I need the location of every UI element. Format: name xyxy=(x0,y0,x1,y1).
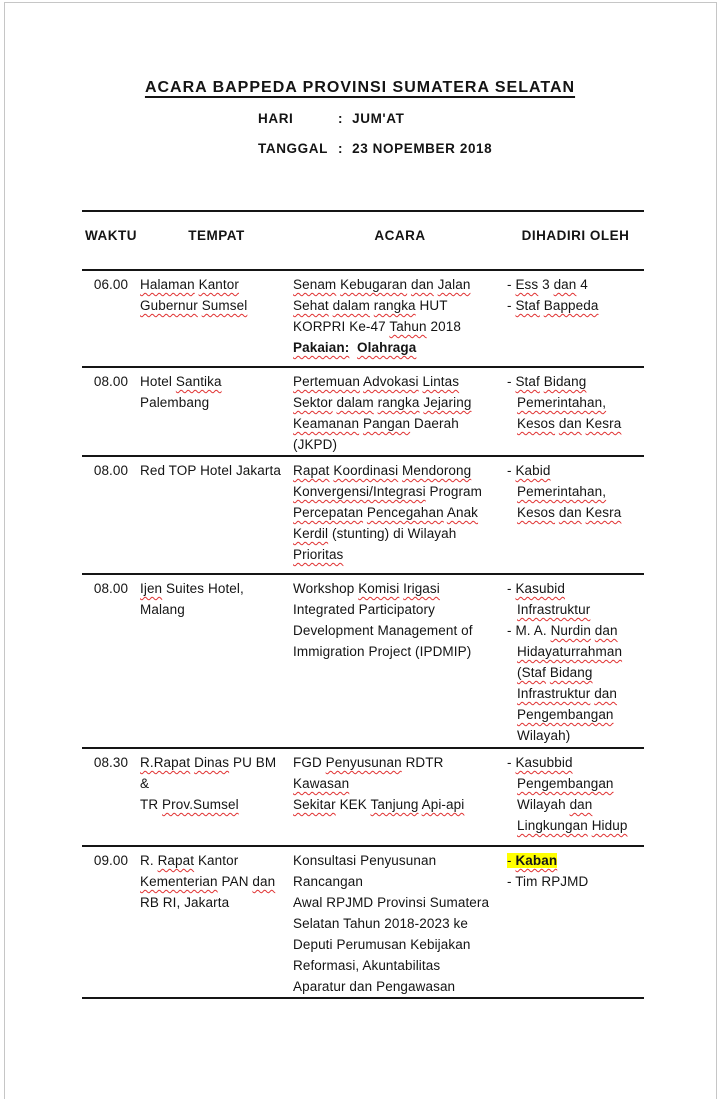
text-segment xyxy=(140,298,247,313)
cell-line xyxy=(140,392,285,413)
text-segment: R. xyxy=(140,853,158,868)
text-segment xyxy=(293,374,459,389)
cell-tempat xyxy=(140,460,293,573)
text-segment xyxy=(515,755,572,770)
table-row xyxy=(82,749,644,847)
misspelled-word: Senam xyxy=(293,277,337,292)
text-segment: Awal RPJMD Provinsi Sumatera xyxy=(293,895,490,910)
cell-acara xyxy=(293,371,507,455)
text-segment: Aparatur dan Pengawasan xyxy=(293,979,456,994)
text-segment: Daerah (JKPD) xyxy=(293,416,463,452)
misspelled-word: Kerdil xyxy=(293,526,329,541)
text-segment xyxy=(293,340,349,355)
text-segment xyxy=(252,874,275,889)
misspelled-word: Prov.Sumsel xyxy=(162,797,239,812)
cell-line xyxy=(507,662,642,683)
misspelled-word: Pangan xyxy=(362,416,411,431)
cell-dihadiri xyxy=(507,578,644,747)
misspelled-word: Jejaring xyxy=(423,395,472,410)
cell-line xyxy=(293,913,501,934)
cell-waktu: 06.00 xyxy=(93,277,129,292)
text-segment: - xyxy=(507,755,516,770)
text-segment: 3 xyxy=(538,277,554,292)
misspelled-word: Prioritas xyxy=(293,547,344,562)
misspelled-word: Infrastruktur xyxy=(517,686,591,701)
cell-line xyxy=(293,752,501,794)
cell-line xyxy=(293,850,501,892)
cell-tempat xyxy=(140,274,293,366)
misspelled-word: Tahun xyxy=(389,319,427,334)
misspelled-word: Koordinasi xyxy=(333,463,399,478)
misspelled-word: Jalan xyxy=(437,277,471,292)
text-segment xyxy=(358,581,440,596)
text-segment xyxy=(554,277,577,292)
text-segment: - xyxy=(507,298,516,313)
meta-label: TANGGAL xyxy=(258,141,328,156)
misspelled-word: R.Rapat xyxy=(140,755,191,770)
misspelled-word: Mendorong xyxy=(402,463,472,478)
misspelled-word: Tanjung xyxy=(370,797,419,812)
misspelled-word: Irigasi xyxy=(403,581,440,596)
misspelled-word: Pengembangan xyxy=(517,776,614,791)
text-segment: RB RI, Jakarta xyxy=(140,895,230,910)
misspelled-word: (Staf xyxy=(517,665,547,680)
cell-line xyxy=(140,274,285,295)
cell-waktu: 08.00 xyxy=(93,463,129,478)
cell-dihadiri xyxy=(507,752,644,845)
cell-line xyxy=(293,523,501,544)
text-segment xyxy=(293,463,471,478)
misspelled-word: Komisi xyxy=(358,581,400,596)
cell-line xyxy=(293,295,501,316)
cell-line xyxy=(507,460,642,481)
misspelled-word: Pemerintahan, xyxy=(517,484,607,499)
table-header-row xyxy=(82,212,644,271)
text-segment: RDTR xyxy=(401,755,448,770)
misspelled-word: dan xyxy=(594,623,618,638)
misspelled-word: Sumsel xyxy=(201,298,248,313)
text-segment xyxy=(293,547,343,562)
cell-tempat xyxy=(140,371,293,455)
page-title: ACARA BAPPEDA PROVINSI SUMATERA SELATAN xyxy=(144,79,576,96)
text-segment xyxy=(517,505,621,520)
cell-line xyxy=(293,976,501,997)
highlight xyxy=(515,853,557,868)
schedule-rows xyxy=(82,271,644,999)
cell-line xyxy=(507,578,642,599)
misspelled-word: Santika xyxy=(175,374,222,389)
misspelled-word: Ijen xyxy=(140,581,163,596)
cell-line xyxy=(507,274,642,295)
misspelled-word: Konvergensi/Integrasi xyxy=(293,484,426,499)
misspelled-word: Pemerintahan, xyxy=(517,395,607,410)
cell-line xyxy=(293,274,501,295)
text-segment xyxy=(140,277,239,292)
cell-line xyxy=(293,337,501,358)
text-segment: Red TOP Hotel Jakarta xyxy=(140,463,281,478)
text-segment: Program xyxy=(425,484,483,499)
table-row xyxy=(82,847,644,999)
cell-line xyxy=(507,371,642,392)
cell-tempat xyxy=(140,578,293,747)
cell-line xyxy=(140,578,285,599)
misspelled-word: Kementerian xyxy=(140,874,218,889)
cell-line xyxy=(293,392,501,413)
misspelled-word: Pakaian: xyxy=(293,340,350,355)
text-segment: - Tim RPJMD xyxy=(507,874,589,889)
table-row xyxy=(82,575,644,749)
misspelled-word: Kesra xyxy=(585,416,622,431)
misspelled-word: dalam xyxy=(332,298,370,313)
text-segment xyxy=(515,463,550,478)
text-segment xyxy=(570,797,593,812)
text-segment: - xyxy=(507,581,516,596)
misspelled-word: Staf xyxy=(515,298,540,313)
text-segment: Suites Hotel, xyxy=(162,581,244,596)
cell-line xyxy=(507,295,642,316)
meta-row-hari xyxy=(258,111,492,127)
text-segment xyxy=(162,797,239,812)
cell-line xyxy=(507,641,642,662)
misspelled-word: rangka xyxy=(373,298,416,313)
cell-line xyxy=(293,620,501,641)
misspelled-word: Pencegahan xyxy=(366,505,444,520)
cell-line xyxy=(507,683,642,704)
cell-line xyxy=(293,955,501,976)
table-row xyxy=(82,457,644,575)
text-segment: Workshop xyxy=(293,581,359,596)
misspelled-word: dan xyxy=(553,277,577,292)
meta-value: JUM'AT xyxy=(352,111,405,126)
text-segment xyxy=(517,644,622,659)
misspelled-word: dan xyxy=(252,874,276,889)
cell-line xyxy=(507,413,642,434)
misspelled-word: Olahraga xyxy=(357,340,417,355)
cell-line xyxy=(507,794,642,815)
text-segment xyxy=(293,277,470,292)
cell-waktu: 09.00 xyxy=(93,853,129,868)
text-segment xyxy=(517,686,617,701)
cell-line xyxy=(293,481,501,502)
schedule-table xyxy=(82,210,644,999)
misspelled-word: Kasubid xyxy=(515,581,565,596)
cell-line xyxy=(507,704,642,725)
misspelled-word: Kasubbid xyxy=(515,755,573,770)
cell-line xyxy=(507,815,642,836)
table-row xyxy=(82,271,644,368)
text-segment: KEK xyxy=(335,797,371,812)
text-segment: PU BM & xyxy=(140,755,281,791)
misspelled-word: Sektor xyxy=(293,395,333,410)
misspelled-word: dan xyxy=(569,797,593,812)
text-segment xyxy=(293,797,336,812)
text-segment: (stunting) di Wilayah xyxy=(328,526,457,541)
text-segment xyxy=(515,581,565,596)
cell-line xyxy=(140,460,285,481)
text-segment: Wilayah) xyxy=(517,728,571,743)
misspelled-word: Hidup xyxy=(591,818,628,833)
misspelled-word: dan xyxy=(594,686,618,701)
cell-line xyxy=(140,871,285,892)
misspelled-word: dan xyxy=(558,505,582,520)
text-segment xyxy=(517,602,590,617)
misspelled-word: Kesra xyxy=(585,505,622,520)
misspelled-word: Sehat xyxy=(293,298,329,313)
text-segment: Immigration Project (IPDMIP) xyxy=(293,644,472,659)
cell-line xyxy=(507,392,642,413)
cell-line xyxy=(140,371,285,392)
cell-line xyxy=(293,794,501,815)
text-segment: - xyxy=(507,463,516,478)
cell-tempat xyxy=(140,850,293,997)
text-segment: TR xyxy=(140,797,163,812)
text-segment xyxy=(517,484,606,499)
misspelled-word: Penyusunan xyxy=(325,755,402,770)
text-segment xyxy=(140,874,218,889)
misspelled-word: Kebugaran xyxy=(340,277,408,292)
misspelled-word: Kaban xyxy=(515,853,558,868)
text-segment: Palembang xyxy=(140,395,210,410)
meta-separator: : xyxy=(338,141,344,156)
text-segment: FGD xyxy=(293,755,326,770)
misspelled-word: Lintas xyxy=(422,374,460,389)
misspelled-word: Percepatan xyxy=(293,505,364,520)
misspelled-word: Dinas xyxy=(194,755,230,770)
misspelled-word: Staf xyxy=(515,374,540,389)
text-segment xyxy=(293,484,426,499)
cell-line xyxy=(293,544,501,565)
misspelled-word: Pengembangan xyxy=(517,707,614,722)
cell-line xyxy=(293,641,501,662)
text-segment xyxy=(515,374,586,389)
misspelled-word: dan xyxy=(410,277,434,292)
highlight: - xyxy=(507,853,516,868)
misspelled-word: Ess xyxy=(515,277,539,292)
text-segment: Kantor xyxy=(194,853,239,868)
misspelled-word: rangka xyxy=(377,395,420,410)
text-segment xyxy=(293,776,349,791)
misspelled-word: Halaman xyxy=(140,277,195,292)
text-segment xyxy=(517,776,614,791)
text-segment xyxy=(517,665,593,680)
text-segment xyxy=(140,755,229,770)
misspelled-word: dan xyxy=(558,416,582,431)
cell-line xyxy=(293,316,501,337)
cell-line xyxy=(293,460,501,481)
header-dihadiri: DIHADIRI OLEH xyxy=(521,228,630,243)
cell-line xyxy=(507,752,642,773)
text-segment: - M. A. xyxy=(507,623,551,638)
cell-line xyxy=(140,295,285,316)
cell-line xyxy=(507,850,642,871)
cell-line xyxy=(507,620,642,641)
cell-dihadiri xyxy=(507,460,644,573)
text-segment: KORPRI Ke-47 xyxy=(293,319,390,334)
misspelled-word: Kesos xyxy=(517,505,556,520)
cell-acara xyxy=(293,578,507,747)
meta-value: 23 NOPEMBER 2018 xyxy=(352,141,493,156)
text-segment: Integrated Participatory xyxy=(293,602,435,617)
cell-line xyxy=(507,773,642,794)
text-segment xyxy=(371,797,465,812)
cell-line xyxy=(507,725,642,746)
cell-line xyxy=(140,850,285,871)
cell-line xyxy=(293,599,501,620)
text-segment xyxy=(517,395,606,410)
misspelled-word: Kabid xyxy=(515,463,551,478)
text-segment xyxy=(176,374,222,389)
cell-acara xyxy=(293,752,507,845)
text-segment xyxy=(515,277,538,292)
cell-line xyxy=(507,871,642,892)
cell-line xyxy=(293,413,501,455)
meta-label: HARI xyxy=(258,111,294,126)
misspelled-word: Lingkungan xyxy=(517,818,588,833)
text-segment xyxy=(326,755,402,770)
cell-acara xyxy=(293,460,507,573)
cell-acara xyxy=(293,274,507,366)
text-segment xyxy=(517,416,621,431)
text-segment: - xyxy=(507,277,516,292)
text-segment: 2018 xyxy=(426,319,461,334)
cell-dihadiri xyxy=(507,274,644,366)
header-tempat: TEMPAT xyxy=(188,228,245,243)
cell-line xyxy=(140,794,285,815)
cell-line xyxy=(293,371,501,392)
text-segment xyxy=(551,623,618,638)
misspelled-word: Hidayaturrahman xyxy=(517,644,623,659)
text-segment xyxy=(349,340,357,355)
misspelled-word: Bidang xyxy=(543,374,587,389)
misspelled-word: Bidang xyxy=(549,665,593,680)
text-segment xyxy=(515,298,598,313)
text-segment: Development Management of xyxy=(293,623,473,638)
misspelled-word: Keamanan xyxy=(293,416,360,431)
text-segment xyxy=(389,319,426,334)
misspelled-word: Advokasi xyxy=(363,374,419,389)
table-row xyxy=(82,368,644,457)
cell-line xyxy=(507,502,642,523)
cell-line xyxy=(293,578,501,599)
text-segment xyxy=(517,818,627,833)
cell-line xyxy=(140,752,285,794)
text-segment: HUT xyxy=(415,298,448,313)
misspelled-word: Kesos xyxy=(517,416,556,431)
text-segment: Deputi Perumusan Kebijakan xyxy=(293,937,471,952)
cell-dihadiri xyxy=(507,850,644,997)
text-segment xyxy=(293,416,410,431)
text-segment xyxy=(158,853,195,868)
cell-waktu: 08.00 xyxy=(93,581,129,596)
misspelled-word: Pertemuan xyxy=(293,374,360,389)
text-segment: 4 xyxy=(576,277,588,292)
text-segment: Malang xyxy=(140,602,185,617)
meta-block xyxy=(258,111,492,171)
misspelled-word: Kantor xyxy=(198,277,239,292)
text-segment xyxy=(293,395,471,410)
text-segment: PAN xyxy=(217,874,253,889)
cell-line xyxy=(293,502,501,523)
misspelled-word: Gubernur xyxy=(140,298,198,313)
text-segment xyxy=(357,340,416,355)
text-segment: Reformasi, Akuntabilitas xyxy=(293,958,441,973)
cell-line xyxy=(507,599,642,620)
text-segment: - xyxy=(507,374,516,389)
cell-line xyxy=(140,892,285,913)
text-segment: Hotel xyxy=(140,374,176,389)
misspelled-word: Anak xyxy=(446,505,479,520)
cell-line xyxy=(293,892,501,913)
cell-dihadiri xyxy=(507,371,644,455)
text-segment xyxy=(293,505,478,520)
misspelled-word: Kawasan xyxy=(293,776,350,791)
misspelled-word: Rapat xyxy=(293,463,330,478)
meta-separator: : xyxy=(338,111,344,126)
misspelled-word: Infrastruktur xyxy=(517,602,591,617)
cell-line xyxy=(293,934,501,955)
cell-waktu: 08.30 xyxy=(93,755,129,770)
text-segment xyxy=(293,298,416,313)
misspelled-word: Sekitar xyxy=(293,797,336,812)
cell-waktu: 08.00 xyxy=(93,374,129,389)
misspelled-word: dalam xyxy=(336,395,374,410)
header-waktu: WAKTU xyxy=(85,228,137,243)
misspelled-word: Rapat xyxy=(157,853,195,868)
cell-tempat xyxy=(140,752,293,845)
misspelled-word: Bappeda xyxy=(543,298,599,313)
cell-line xyxy=(507,481,642,502)
text-segment xyxy=(140,581,162,596)
cell-acara xyxy=(293,850,507,997)
text-segment: Selatan Tahun 2018-2023 ke xyxy=(293,916,468,931)
misspelled-word: Api-api xyxy=(421,797,465,812)
text-segment xyxy=(517,707,614,722)
misspelled-word: Nurdin xyxy=(550,623,591,638)
meta-row-tanggal xyxy=(258,141,492,157)
header-acara: ACARA xyxy=(374,228,426,243)
cell-line xyxy=(140,599,285,620)
text-segment xyxy=(293,526,328,541)
text-segment: Wilayah xyxy=(517,797,570,812)
text-segment: Konsultasi Penyusunan Rancangan xyxy=(293,853,441,889)
